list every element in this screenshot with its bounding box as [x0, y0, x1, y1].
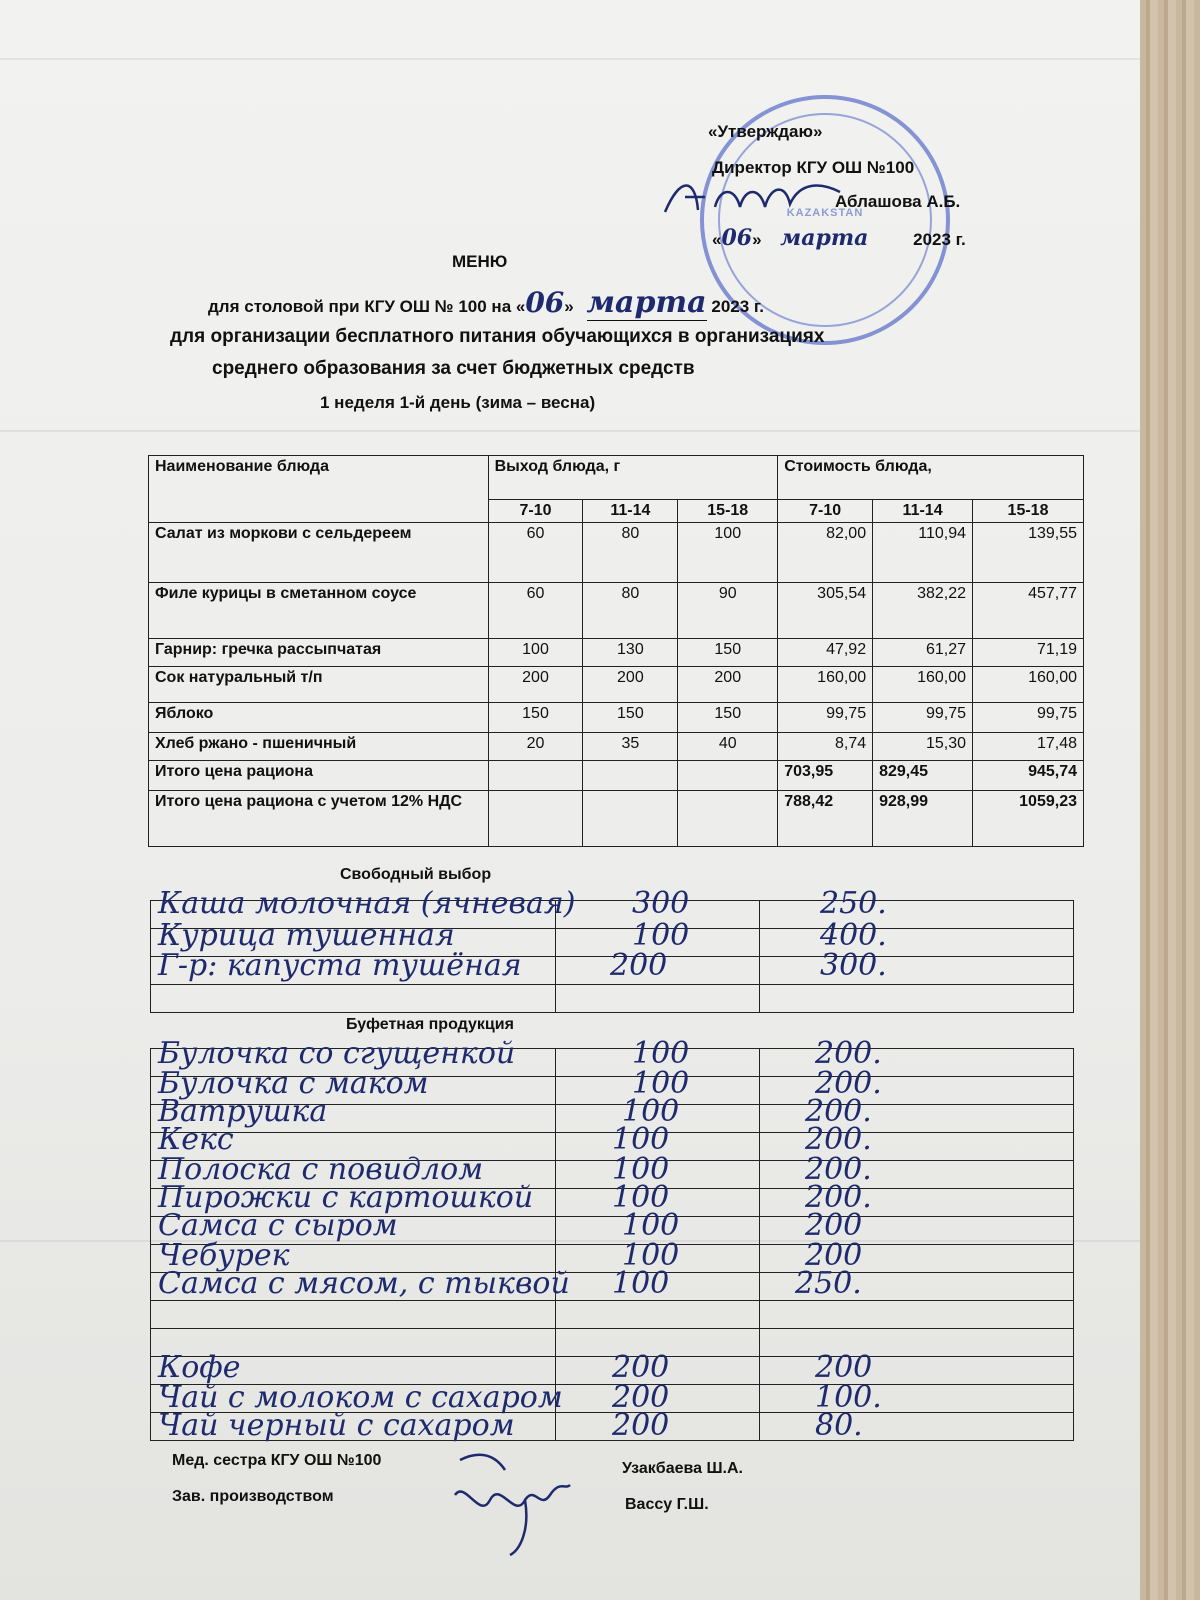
- item-output: 300: [632, 886, 690, 921]
- dish-cost: 47,92: [778, 639, 873, 667]
- free-choice-label: Свободный выбор: [340, 866, 492, 883]
- dish-name: Салат из моркови с сельдереем: [149, 523, 489, 583]
- total-row: [149, 761, 1084, 791]
- table-row: [149, 583, 1084, 639]
- item-name: Чай черный с сахаром: [158, 1408, 515, 1443]
- item-output: 100: [612, 1152, 670, 1187]
- item-output: 100: [632, 918, 690, 953]
- age-header: 15-18: [973, 500, 1084, 523]
- dish-name: Яблоко: [149, 703, 489, 733]
- dish-output: 100: [488, 639, 583, 667]
- dish-output: 40: [678, 733, 778, 761]
- total-cost: 829,45: [873, 761, 973, 791]
- item-output: 100: [612, 1266, 670, 1301]
- dish-output: 200: [678, 667, 778, 703]
- total-vat-cost: 928,99: [873, 791, 973, 847]
- item-name: Булочка с маком: [158, 1066, 429, 1101]
- dish-name: Сок натуральный т/п: [149, 667, 489, 703]
- dish-output: 200: [488, 667, 583, 703]
- menu-subtitle-line3: среднего образования за счет бюджетных средств: [212, 358, 695, 379]
- free-choice-row: [158, 886, 575, 921]
- age-header: 15-18: [678, 500, 778, 523]
- dish-output: 90: [678, 583, 778, 639]
- dish-cost: 82,00: [778, 523, 873, 583]
- total-vat-cost: 788,42: [778, 791, 873, 847]
- item-price: 200.: [805, 1152, 872, 1187]
- item-name: Кекс: [158, 1122, 234, 1157]
- dish-cost: 99,75: [778, 703, 873, 733]
- menu-title: МЕНЮ: [452, 252, 508, 271]
- director-signature: [660, 172, 850, 231]
- dish-output: 130: [583, 639, 678, 667]
- approval-title: «Утверждаю»: [708, 122, 823, 141]
- item-output: 200: [612, 1408, 670, 1443]
- menu-date-day: 06: [525, 286, 565, 319]
- dish-output: 60: [488, 583, 583, 639]
- table-row: [149, 733, 1084, 761]
- approval-director: Директор КГУ ОШ №100: [712, 158, 915, 177]
- menu-subtitle-line1: для столовой при КГУ ОШ № 100 на «06» марта 2023 г.: [208, 285, 765, 320]
- total-vat-row: [149, 791, 1084, 847]
- item-name: Самса с сыром: [158, 1208, 398, 1243]
- stamp-text: KAZAKSTAN: [786, 207, 864, 219]
- dish-cost: 382,22: [873, 583, 973, 639]
- item-output: 100: [612, 1122, 670, 1157]
- item-output: 100: [622, 1208, 680, 1243]
- item-output: 200: [612, 1380, 670, 1415]
- item-price: 400.: [820, 918, 887, 953]
- dish-output: 150: [583, 703, 678, 733]
- dish-cost: 99,75: [973, 703, 1084, 733]
- dish-output: 100: [678, 523, 778, 583]
- dish-output: 150: [488, 703, 583, 733]
- item-output: 100: [632, 1066, 690, 1101]
- menu-subtitle-line2: для организации бесплатного питания обучающихся в организациях: [170, 326, 825, 347]
- dish-cost: 160,00: [778, 667, 873, 703]
- item-name: Чай с молоком с сахаром: [158, 1380, 563, 1415]
- menu-week-day: 1 неделя 1-й день (зима – весна): [320, 393, 596, 412]
- item-output: 100: [612, 1180, 670, 1215]
- item-name: Чебурек: [158, 1238, 290, 1273]
- dish-output: 150: [678, 703, 778, 733]
- total-cost: 945,74: [973, 761, 1084, 791]
- menu-date-month: марта: [586, 285, 707, 320]
- item-price: 200.: [815, 1066, 882, 1101]
- item-name: Пирожки с картошкой: [158, 1180, 534, 1215]
- item-name: Самса с мясом, с тыквой: [158, 1266, 570, 1301]
- dish-cost: 99,75: [873, 703, 973, 733]
- approval-date-month: марта: [780, 225, 869, 251]
- item-name: Булочка со сгущенкой: [158, 1036, 516, 1071]
- total-cost: 703,95: [778, 761, 873, 791]
- total-vat-cost: 1059,23: [973, 791, 1084, 847]
- dish-name: Гарнир: гречка рассыпчатая: [149, 639, 489, 667]
- dish-cost: 61,27: [873, 639, 973, 667]
- handwritten-signature: [440, 1450, 580, 1565]
- menu-table: [148, 455, 1084, 847]
- item-price: 200: [805, 1238, 863, 1273]
- dish-cost: 160,00: [973, 667, 1084, 703]
- item-output: 100: [622, 1094, 680, 1129]
- item-output: 100: [622, 1238, 680, 1273]
- item-output: 200: [612, 1350, 670, 1385]
- approval-date-day: 06: [721, 225, 753, 251]
- dish-output: 150: [678, 639, 778, 667]
- total-vat-label: Итого цена рациона с учетом 12% НДС: [149, 791, 489, 847]
- age-header: 7-10: [488, 500, 583, 523]
- dish-cost: 139,55: [973, 523, 1084, 583]
- dish-cost: 71,19: [973, 639, 1084, 667]
- item-output: 200: [610, 948, 668, 983]
- item-price: 200.: [805, 1122, 872, 1157]
- header-dish-name: Наименование блюда: [149, 456, 489, 523]
- age-header: 11-14: [873, 500, 973, 523]
- item-name: Каша молочная (ячневая): [158, 886, 576, 921]
- dish-name: Филе курицы в сметанном соусе: [149, 583, 489, 639]
- header-cost: Стоимость блюда,: [778, 456, 1084, 500]
- dish-output: 35: [583, 733, 678, 761]
- manager-name: Вассу Г.Ш.: [625, 1496, 709, 1513]
- item-price: 300.: [820, 948, 887, 983]
- nurse-name: Узакбаева Ш.А.: [622, 1460, 743, 1477]
- dish-cost: 305,54: [778, 583, 873, 639]
- item-output: 100: [632, 1036, 690, 1071]
- approval-date: «06» марта 2023 г.: [712, 225, 966, 251]
- dish-cost: 457,77: [973, 583, 1084, 639]
- item-price: 200.: [805, 1094, 872, 1129]
- header-output: Выход блюда, г: [488, 456, 778, 500]
- item-price: 250.: [795, 1266, 862, 1301]
- dish-cost: 8,74: [778, 733, 873, 761]
- table-row: [149, 703, 1084, 733]
- free-choice-row: [158, 948, 522, 983]
- dish-output: 60: [488, 523, 583, 583]
- item-name: Г-р: капуста тушёная: [158, 948, 522, 983]
- item-price: 200: [805, 1208, 863, 1243]
- dish-output: 80: [583, 523, 678, 583]
- table-row: [149, 523, 1084, 583]
- item-name: Ватрушка: [158, 1094, 328, 1129]
- manager-title: Зав. производством: [172, 1488, 334, 1505]
- table-row: [149, 639, 1084, 667]
- dish-cost: 17,48: [973, 733, 1084, 761]
- dish-output: 80: [583, 583, 678, 639]
- dish-output: 20: [488, 733, 583, 761]
- item-name: Полоска с повидлом: [158, 1152, 484, 1187]
- item-price: 100.: [815, 1380, 882, 1415]
- age-header: 7-10: [778, 500, 873, 523]
- total-label: Итого цена рациона: [149, 761, 489, 791]
- age-header: 11-14: [583, 500, 678, 523]
- dish-cost: 110,94: [873, 523, 973, 583]
- item-price: 250.: [820, 886, 887, 921]
- buffet-label: Буфетная продукция: [346, 1016, 514, 1033]
- item-price: 80.: [815, 1408, 863, 1443]
- table-row: [149, 667, 1084, 703]
- item-price: 200.: [815, 1036, 882, 1071]
- item-price: 200: [815, 1350, 873, 1385]
- dish-name: Хлеб ржано - пшеничный: [149, 733, 489, 761]
- dish-cost: 160,00: [873, 667, 973, 703]
- item-name: Курица тушенная: [158, 918, 455, 953]
- item-price: 200.: [805, 1180, 872, 1215]
- item-name: Кофе: [158, 1350, 241, 1385]
- dish-cost: 15,30: [873, 733, 973, 761]
- approval-director-name: Аблашова А.Б.: [835, 192, 961, 211]
- dish-output: 200: [583, 667, 678, 703]
- nurse-title: Мед. сестра КГУ ОШ №100: [172, 1452, 382, 1469]
- wooden-background: [1140, 0, 1200, 1600]
